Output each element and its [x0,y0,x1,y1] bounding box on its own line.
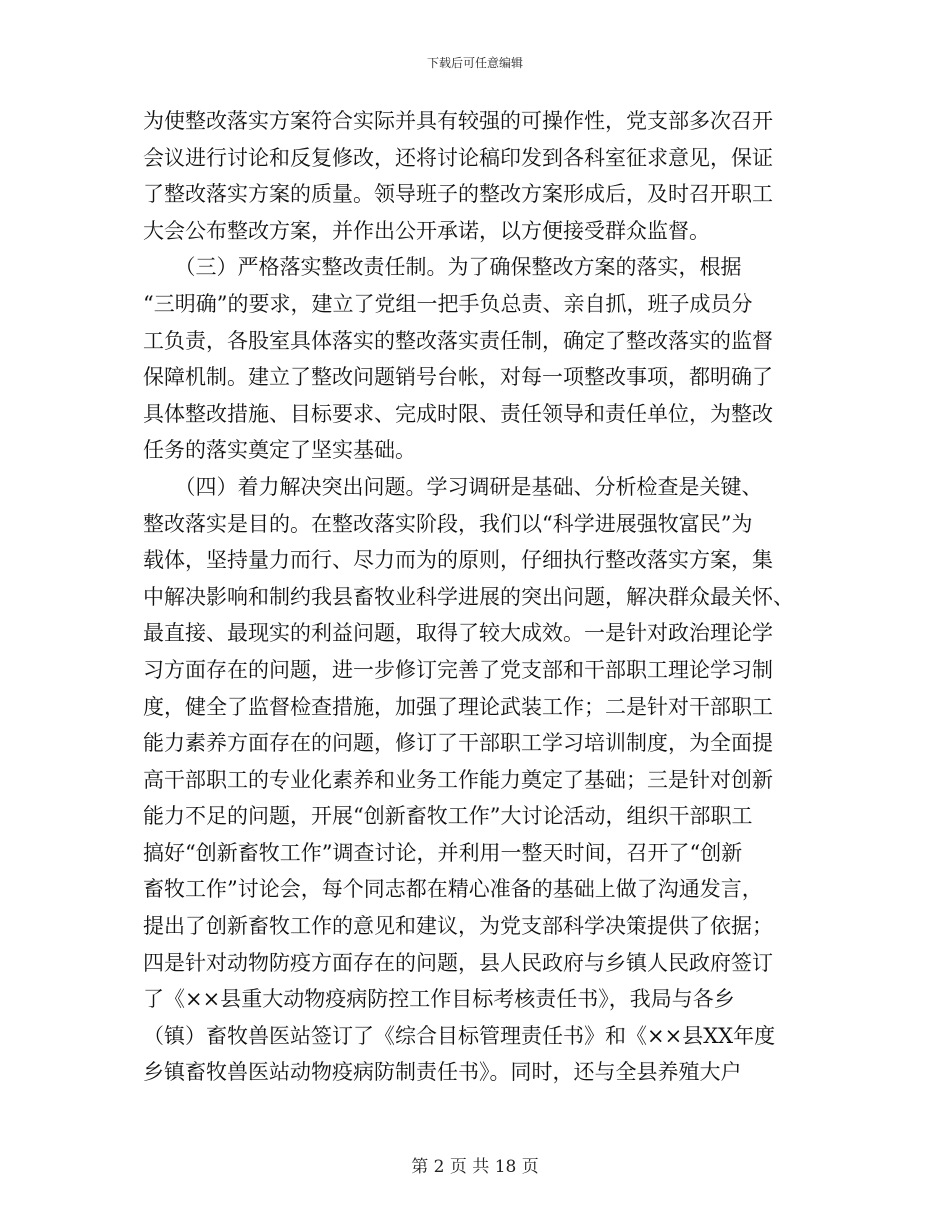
page-footer: 第 2 页 共 18 页 [411,1157,539,1177]
text-line: 保障机制。建立了整改问题销号台帐，对每一项整改事项，都明确了 [143,365,773,390]
text-line: 中解决影响和制约我县畜牧业科学进展的突出问题，解决群众最关怀、 [143,584,794,609]
text-line: 高干部职工的专业化素养和业务工作能力奠定了基础；三是针对创新 [143,767,773,792]
text-line: （镇）畜牧兽医站签订了《综合目标管理责任书》和《××县XX年度 [143,1023,776,1048]
text-line: 搞好“创新畜牧工作”调查讨论，并利用一整天时间，召开了“创新 [143,840,743,865]
text-line: 乡镇畜牧兽医站动物疫病防制责任书》。同时，还与全县养殖大户 [143,1060,742,1085]
text-line: 畜牧工作”讨论会，每个同志都在精心准备的基础上做了沟通发言， [143,877,763,902]
text-line: （四）着力解决突出问题。学习调研是基础、分析检查是关键、 [143,474,763,499]
text-line: 具体整改措施、目标要求、完成时限、责任领导和责任单位，为整改 [143,401,773,426]
text-line: 会议进行讨论和反复修改，还将讨论稿印发到各科室征求意见，保证 [143,145,773,170]
text-line: 载体，坚持量力而行、尽力而为的原则，仔细执行整改落实方案，集 [143,548,773,573]
text-line: 四是针对动物防疫方面存在的问题，县人民政府与乡镇人民政府签订 [143,950,773,975]
text-line: 习方面存在的问题，进一步修订完善了党支部和干部职工理论学习制 [143,657,773,682]
text-line: 整改落实是目的。在整改落实阶段，我们以“科学进展强牧富民”为 [143,511,753,536]
text-line: 度，健全了监督检查措施，加强了理论武装工作；二是针对干部职工 [143,694,773,719]
text-line: 能力素养方面存在的问题，修订了干部职工学习培训制度，为全面提 [143,731,773,756]
text-line: 了整改落实方案的质量。领导班子的整改方案形成后，及时召开职工 [143,182,773,207]
text-line: （三）严格落实整改责任制。为了确保整改方案的落实，根据 [143,255,742,280]
text-line: 工负责，各股室具体落实的整改落实责任制，确定了整改落实的监督 [143,328,773,353]
text-line: 任务的落实奠定了坚实基础。 [143,438,416,463]
text-line: 大会公布整改方案，并作出公开承诺，以方便接受群众监督。 [143,218,710,243]
body-text [143,103,807,1091]
text-line: 最直接、最现实的利益问题，取得了较大成效。一是针对政治理论学 [143,621,773,646]
text-line: 了《××县重大动物疫病防控工作目标考核责任书》，我局与各乡 [143,987,735,1012]
text-line: 为使整改落实方案符合实际并具有较强的可操作性，党支部多次召开 [143,109,773,133]
text-line: “三明确”的要求，建立了党组一把手负总责、亲自抓，班子成员分 [143,291,753,316]
page-header: 下载后可任意编辑 [426,56,523,70]
text-line: 能力不足的问题，开展“创新畜牧工作”大讨论活动，组织干部职工 [143,804,753,829]
text-line: 提出了创新畜牧工作的意见和建议，为党支部科学决策提供了依据； [143,914,773,939]
